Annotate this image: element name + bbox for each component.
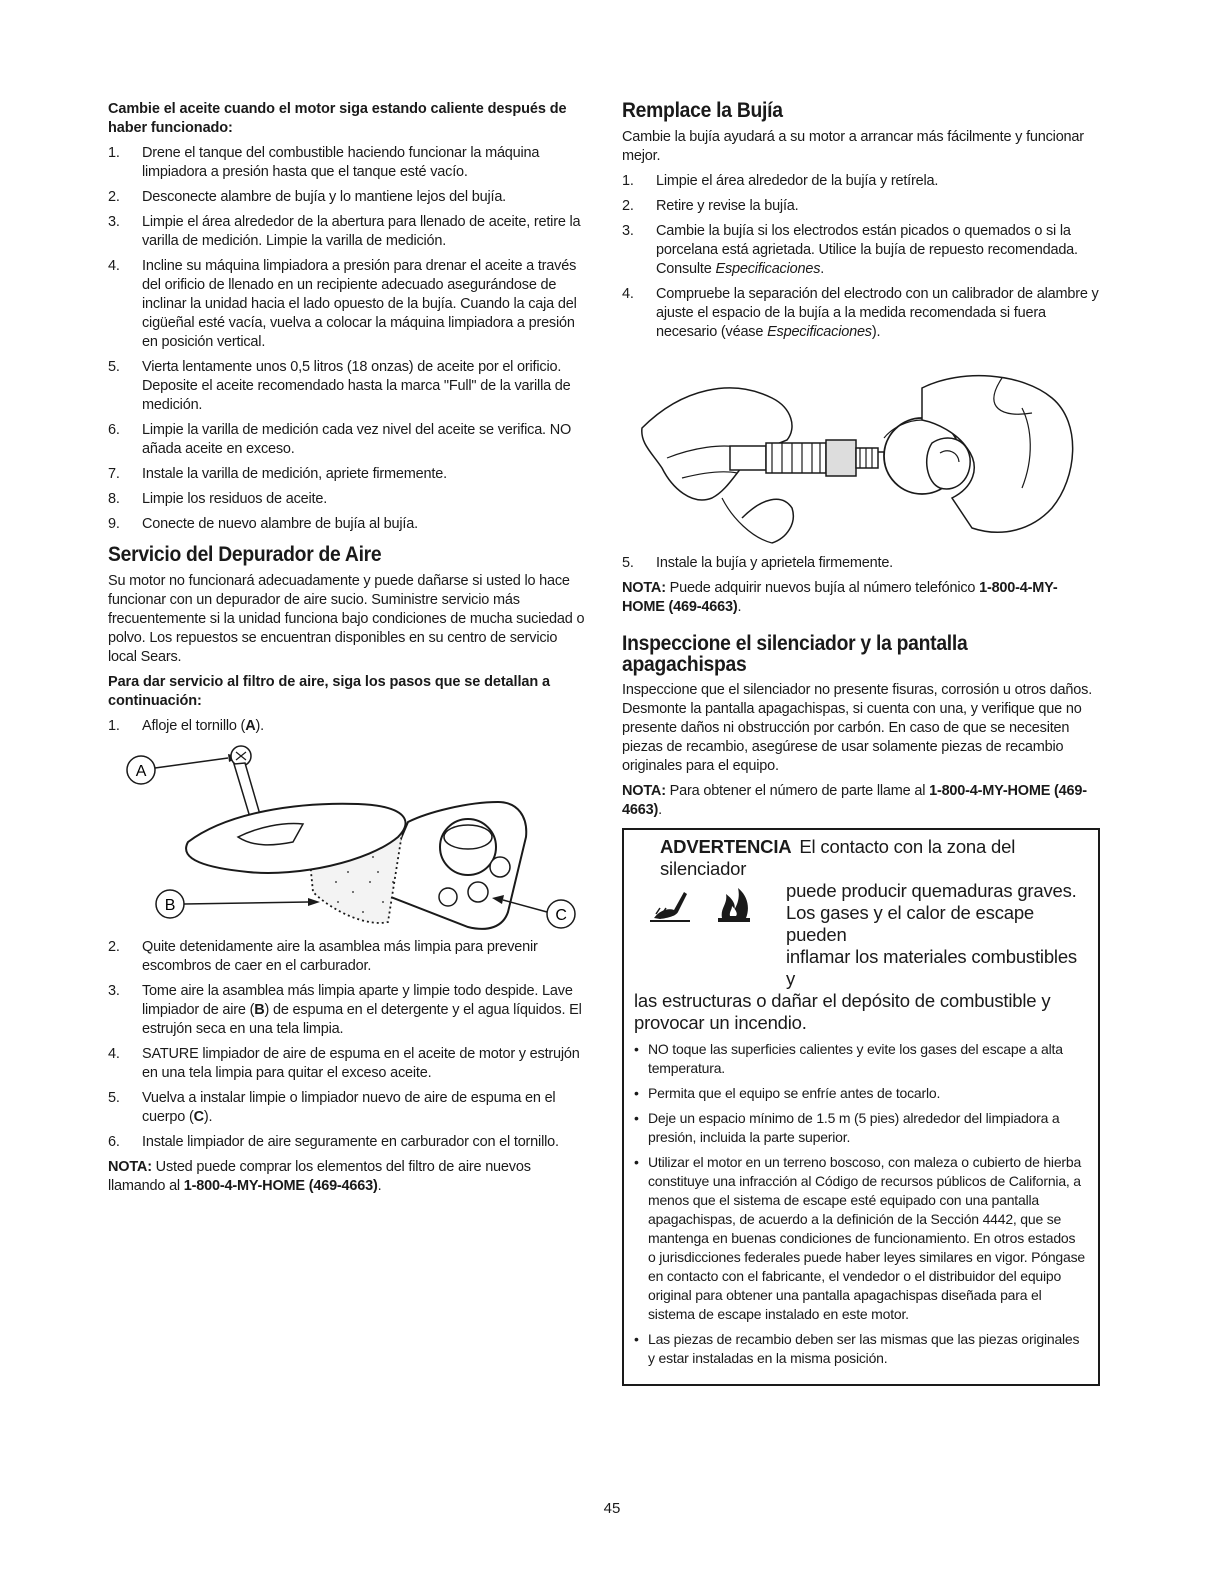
- warning-line: puede producir quemaduras graves.: [786, 880, 1077, 901]
- base-hole: [468, 882, 488, 902]
- plug-terminal: [730, 446, 766, 470]
- callout-b-label: B: [164, 897, 176, 914]
- oil-change-heading: Cambie el aceite cuando el motor siga estando caliente después de haber funcionado:: [108, 101, 567, 136]
- step-text-end: ).: [871, 324, 881, 340]
- list-item: 4. Incline su máquina limpiadora a presión para drenar el aceite a través del orificio de llenado en un recipiente adecuado asegurándose de inclinar la unidad hacia el lado opuesto de la bujía. Cuando la caja del cigüeñal esté vacía, vuelva a colocar la máquina limpiadora a presión en posición vertical.: [108, 258, 577, 350]
- spark-plug-gap-illustration: [622, 348, 1100, 548]
- air-steps-b: [108, 938, 586, 1152]
- step-text: Tome aire la asamblea más limpia aparte y limpie todo despide. Lave limpiador de aire (: [142, 983, 573, 1018]
- list-item: 5. Vuelva a instalar limpie o limpiador nuevo de aire de espuma en el cuerpo (C).: [108, 1090, 556, 1125]
- step-text: Vuelva a instalar limpie o limpiador nuevo de aire de espuma en el cuerpo (: [142, 1090, 556, 1125]
- spark-plug-title: Remplace la Bujía: [622, 99, 783, 122]
- arrow-icon: [308, 898, 320, 906]
- list-item: 3. Limpie el área alrededor de la abertura para llenado de aceite, retire la varilla de medición. Limpie la varilla de medición.: [108, 214, 581, 249]
- specs-ref: Especificaciones: [715, 261, 821, 277]
- step-text: Quite detenidamente aire la asamblea más limpia para prevenir escombros de caer en el carburador.: [142, 939, 538, 974]
- air-cleaner-title: Servicio del Depurador de Aire: [108, 543, 382, 566]
- warning-line: El contacto con la zona del silenciador: [660, 836, 1016, 879]
- base-hole: [490, 857, 510, 877]
- warning-box: [622, 828, 1100, 1386]
- phone-number: 1-800-4-MY-HOME (469-4663): [183, 1178, 378, 1194]
- step-text: Instale la bujía y aprietela firmemente.: [656, 555, 894, 571]
- step-text: Afloje el tornillo (: [142, 718, 246, 734]
- fire-icon: [714, 884, 754, 924]
- note-text: Para obtener el número de parte llame al: [665, 783, 930, 799]
- list-item: 1. Afloje el tornillo (A).: [108, 718, 264, 734]
- list-item: 4. Compruebe la separación del electrodo con un calibrador de alambre y ajuste el espacio de la bujía a la medida recomendada si fuera necesario (véase Especificaciones).: [622, 286, 1099, 340]
- callout-c-label: C: [555, 907, 567, 924]
- list-item: 6. Instale limpiador de aire seguramente en carburador con el tornillo.: [108, 1134, 559, 1150]
- plug-note: [622, 579, 1100, 617]
- step-text: Compruebe la separación del electrodo con un calibrador de alambre y ajuste el espacio de la bujía a la medida recomendada si fuera necesario (véase: [656, 286, 1099, 340]
- warning-header: [634, 836, 1086, 880]
- muffler-note: [622, 782, 1100, 820]
- callout-a-ref: A: [245, 718, 256, 734]
- list-item: • Las piezas de recambio deben ser las mismas que las piezas originales y estar instaladas en la misma posición.: [634, 1330, 1086, 1368]
- callout-a-leader: [155, 758, 228, 768]
- list-item: 9. Conecte de nuevo alambre de bujía al bujía.: [108, 516, 418, 532]
- plug-hex: [826, 440, 856, 476]
- step-text-end: ) de espuma en el detergente y el agua líquidos. El estrujón seca en una tela limpia.: [142, 1002, 582, 1037]
- step-text: Cambie la bujía si los electrodos están picados o quemados o si la porcelana está agrietada. Utilice la bujía de repuesto recomendada. Consulte: [656, 223, 1078, 277]
- carburetor-rim: [444, 825, 492, 849]
- step-text: Limpie el área alrededor de la bujía y retírela.: [656, 173, 939, 189]
- list-item: 5. Vierta lentamente unos 0,5 litros (18 onzas) de aceite por el orificio. Deposite el aceite recomendado hasta la marca "Full" de la varilla de medición.: [108, 359, 571, 413]
- list-item: 4. SATURE limpiador de aire de espuma en el aceite de motor y estrujón en una tela limpia para quitar el exceso aceite.: [108, 1046, 580, 1081]
- note-label: NOTA:: [108, 1159, 152, 1175]
- warning-icons: [634, 880, 786, 928]
- warning-line: inflamar los materiales combustibles y: [786, 946, 1077, 989]
- note-label: NOTA:: [622, 783, 666, 799]
- callout-b-leader: [184, 902, 308, 904]
- warning-label: ADVERTENCIA: [660, 836, 792, 857]
- phone-number: 1-800-4-MY-HOME (469-4663): [622, 783, 1087, 818]
- right-thumb: [927, 438, 970, 489]
- oil-change-steps: [108, 144, 586, 534]
- air-cleaner-steps-heading: Para dar servicio al filtro de aire, siga los pasos que se detallan a continuación:: [108, 674, 550, 709]
- plug-insulator: [766, 443, 826, 473]
- note-text: Puede adquirir nuevos bujía al número telefónico: [665, 580, 980, 596]
- right-column: [622, 100, 1100, 1386]
- warning-line: provocar un incendio.: [634, 1012, 807, 1033]
- list-item: 6. Limpie la varilla de medición cada vez nivel del aceite se verifica. NO añada aceite en exceso.: [108, 422, 572, 457]
- left-thumb: [742, 499, 793, 543]
- plug-thread: [856, 448, 878, 468]
- muffler-intro: Inspeccione que el silenciador no presente fisuras, corrosión u otros daños. Desmonte la pantalla apagachispas, si cuenta con una, y verifique que no presente daños ni obstrucción por carbón. En caso de que se necesiten piezas de recambio, asegúrese de usar solamente piezas de recambio originales para el equipo.: [622, 682, 1093, 774]
- step-text: Retire y revise la bujía.: [656, 198, 799, 214]
- callout-b-ref: B: [254, 1002, 265, 1018]
- list-item: 5. Instale la bujía y aprietela firmemente.: [622, 555, 894, 571]
- finger-line: [722, 498, 772, 543]
- list-item: 2. Retire y revise la bujía.: [622, 198, 799, 214]
- list-item: • Utilizar el motor en un terreno boscoso, con maleza o cubierto de hierba constituye una infracción al Código de recursos públicos de California, a menos que el sistema de escape esté equipado con una pantalla apagachispas, de acuerdo a la definición de la Sección 4442, que se mantenga en buenas condiciones de funcionamiento. En otros estados o jurisdicciones federales puede haber leyes similares en vigor. Póngase en contacto con el fabricante, el vendedor o el distribuidor del equipo original para obtener una pantalla apagachispas diseñada para el sistema de escape instalado en este motor.: [634, 1153, 1086, 1324]
- air-steps-a: [108, 717, 586, 736]
- note-end: .: [658, 802, 662, 818]
- list-item: 3. Tome aire la asamblea más limpia aparte y limpie todo despide. Lave limpiador de aire (B) de espuma en el detergente y el agua líquidos. El estrujón seca en una tela limpia.: [108, 983, 582, 1037]
- step-text: SATURE limpiador de aire de espuma en el aceite de motor y estrujón en una tela limpia para quitar el exceso aceite.: [142, 1046, 580, 1081]
- air-note: [108, 1158, 586, 1196]
- callout-c-ref: C: [193, 1109, 204, 1125]
- note-end: .: [737, 599, 742, 615]
- specs-ref: Especificaciones: [767, 324, 872, 340]
- list-item: 2. Desconecte alambre de bujía y lo mantiene lejos del bujía.: [108, 189, 507, 205]
- list-item: 1. Limpie el área alrededor de la bujía y retírela.: [622, 173, 939, 189]
- spark-plug-intro: Cambie la bujía ayudará a su motor a arrancar más fácilmente y funcionar mejor.: [622, 129, 1084, 164]
- note-text: Usted puede comprar los elementos del filtro de aire nuevos llamando al: [108, 1159, 531, 1194]
- step-text-end: ).: [255, 718, 264, 734]
- plug-steps-a: [622, 172, 1100, 342]
- warning-body: [634, 880, 1086, 990]
- hot-surface-icon: [646, 884, 694, 924]
- step-text-end: .: [820, 261, 825, 277]
- phone-number: 1-800-4-MY-HOME (469-4663): [622, 580, 1058, 615]
- left-column: [108, 100, 586, 1202]
- muffler-title: Inspeccione el silenciador y la pantalla apagachispas: [622, 632, 968, 676]
- list-item: 2. Quite detenidamente aire la asamblea más limpia para prevenir escombros de caer en el carburador.: [108, 939, 538, 974]
- warning-line: las estructuras o dañar el depósito de combustible y: [634, 990, 1051, 1011]
- step-text-end: ).: [203, 1109, 213, 1125]
- step-text: Instale limpiador de aire seguramente en carburador con el tornillo.: [142, 1134, 559, 1150]
- note-end: .: [377, 1178, 382, 1194]
- note-label: NOTA:: [622, 580, 666, 596]
- warning-bullets: [634, 1040, 1086, 1368]
- air-filter-illustration: [108, 742, 586, 932]
- callout-a-label: A: [135, 763, 147, 780]
- air-cleaner-intro: Su motor no funcionará adecuadamente y puede dañarse si usted lo hace funcionar con un depurador de aire sucio. Suministre servicio más frecuentemente si la unidad funciona bajo condiciones de mucha suciedad o polvo. Los repuestos se encuentran disponibles en su centro de servicio local Sears.: [108, 573, 585, 665]
- list-item: 1. Drene el tanque del combustible haciendo funcionar la máquina limpiadora a presión hasta que el tanque esté vacío.: [108, 145, 540, 180]
- list-item: 3. Cambie la bujía si los electrodos están picados o quemados o si la porcelana está agrietada. Utilice la bujía de repuesto recomendada. Consulte Especificaciones.: [622, 223, 1078, 277]
- list-item: • Deje un espacio mínimo de 1.5 m (5 pies) alrededor del limpiadora a presión, incluida la parte superior.: [634, 1109, 1086, 1147]
- list-item: • Permita que el equipo se enfríe antes de tocarlo.: [634, 1084, 1086, 1103]
- plug-steps-b: [622, 554, 1100, 573]
- page-number: 45: [603, 1500, 621, 1517]
- list-item: 8. Limpie los residuos de aceite.: [108, 491, 328, 507]
- base-hole: [439, 888, 457, 906]
- warning-text-block: [786, 880, 1086, 990]
- list-item: 7. Instale la varilla de medición, apriete firmemente.: [108, 466, 447, 482]
- list-item: • NO toque las superficies calientes y evite los gases del escape a alta temperatura.: [634, 1040, 1086, 1078]
- warning-line: Los gases y el calor de escape pueden: [786, 902, 1035, 945]
